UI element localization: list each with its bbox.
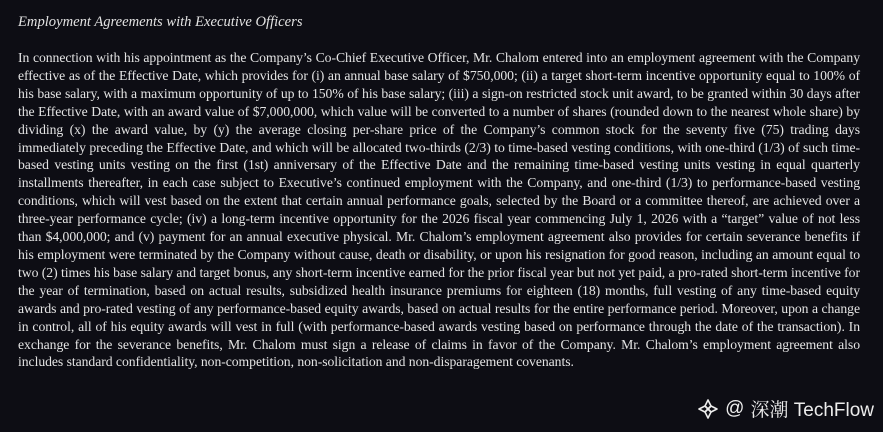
- section-title: Employment Agreements with Executive Officers: [18, 14, 303, 30]
- document-body: [18, 12, 860, 371]
- watermark: [697, 395, 874, 422]
- body-paragraph: In connection with his appointment as the Company’s Co-Chief Executive Officer, Mr. Chalom entered into an employment agreement with the Company effective as of the Effective Date, which provides for (i) an annual base salary of $750,000; (ii) a target short-term incentive opportunity equal to 100% of his base salary, with a maximum opportunity of up to 150% of his base salary; (iii) a sign-on restricted stock unit award, to be granted within 30 days after the Effective Date, with an award value of $7,000,000, which value will be converted to a number of shares (rounded down to the nearest whole share) by dividing (x) the award value, by (y) the average closing per-share price of the Company’s common stock for the seventy five (75) trading days immediately preceding the Effective Date, and which will be allocated two-thirds (2/3) to time-based vesting conditions, with one-third (1/3) of such time-based vesting units vesting on the first (1st) anniversary of the Effective Date and the remaining time-based vesting units vesting in equal quarterly installments thereafter, in each case subject to Executive’s continued employment with the Company, and one-third (1/3) to performance-based vesting conditions, which will vest based on the extent that certain annual performance goals, selected by the Board or a committee thereof, are achieved over a three-year performance cycle; (iv) a long-term incentive opportunity for the 2026 fiscal year commencing July 1, 2026 with a “target” value of not less than $4,000,000; and (v) payment for an annual executive physical. Mr. Chalom’s employment agreement also provides for certain severance benefits if his employment were terminated by the Company without cause, death or disability, or upon his resignation for good reason, including an amount equal to two (2) times his base salary and target bonus, any short-term incentive earned for the prior fiscal year but not yet paid, a pro-rated short-term incentive for the year of termination, based on actual results, subsidized health insurance premiums for eighteen (18) months, full vesting of any time-based equity awards and pro-rated vesting of any performance-based equity awards, based on actual results for the entire performance period. Moreover, upon a change in control, all of his equity awards will vest in full (with performance-based awards vesting based on performance through the date of the transaction). In exchange for the severance benefits, Mr. Chalom must sign a release of claims in favor of the Company. Mr. Chalom’s employment agreement also includes standard confidentiality, non-competition, non-solicitation and non-disparagement covenants.: [18, 50, 860, 370]
- watermark-logo-icon: [697, 398, 719, 420]
- watermark-name: 深潮 TechFlow: [750, 400, 874, 421]
- watermark-at-symbol: @: [725, 397, 745, 419]
